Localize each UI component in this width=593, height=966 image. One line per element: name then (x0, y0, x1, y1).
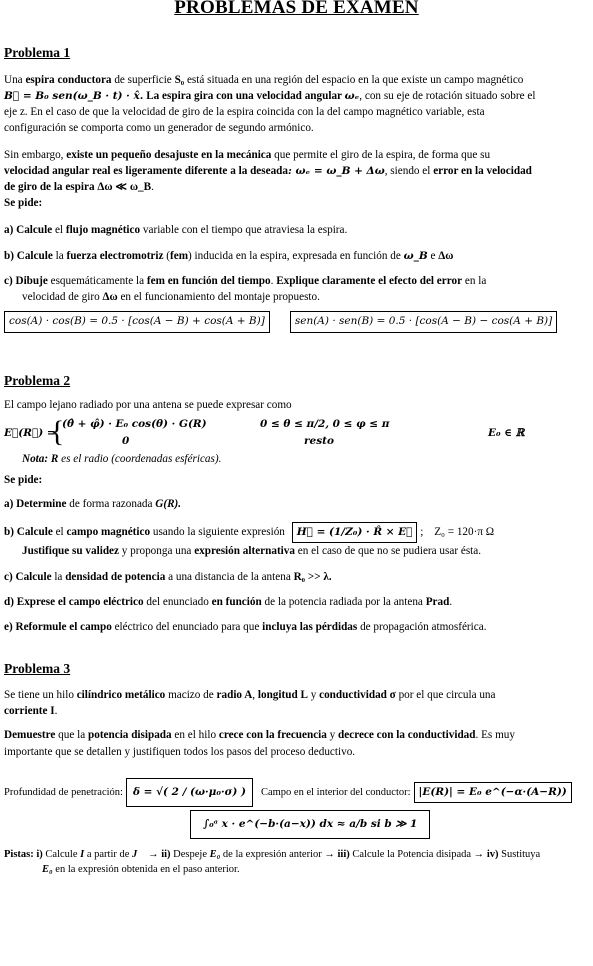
identity-sen-sen: sen(A) · sen(B) = 0.5 · [cos(A − B) − cos(A + B)] (290, 311, 557, 332)
p2-question-d: d) Exprese el campo eléctrico del enunciado en función de la potencia radiada por la antena Prad. (4, 595, 453, 608)
penetration-depth-equation: δ = √( 2 / (ω·μ₀·σ) ) (126, 778, 253, 807)
case-brace: { (50, 415, 65, 449)
p2-intro: El campo lejano radiado por una antena se puede expresar como (4, 399, 292, 412)
z0-value: Z₀ = 120·π Ω (434, 526, 495, 539)
interior-field-equation: |E(R)| = E₀ e^(−α·(A−R)) (414, 782, 572, 803)
p2-question-e: e) Reformule el campo eléctrico del enunciado para que incluya las pérdidas de propagación atmosférica. (4, 621, 487, 634)
h-field-equation: H⃗ = (1/Z₀) · R̂ × E⃗ (292, 522, 418, 543)
problem-3-heading: Problema 3 (4, 661, 71, 677)
identity-cos-cos: cos(A) · cos(B) = 0.5 · [cos(A − B) + cos(A + B)] (4, 311, 270, 332)
problem-1-heading: Problema 1 (4, 45, 71, 60)
p2-se-pide: Se pide: (4, 473, 43, 486)
trig-identities (4, 311, 589, 332)
integral-approximation: ∫₀ᵃ x · e^(−b·(a−x)) dx ≈ a/b si b ≫ 1 (190, 810, 430, 839)
p3-formulas: Profundidad de penetración: δ = √( 2 / (ω·μ₀·σ) ) Campo en el interior del conductor: |E(R)| = E₀ e^(−α·(A−R)) (4, 778, 589, 807)
p1-question-b: b) Calcule la fuerza electromotriz (fem) inducida en la espira, expresada en función de ω_B e Δω (4, 249, 454, 262)
p1-intro-line-2: B⃗ = B₀ sen(ω_B · t) · x̂. La espira gira con una velocidad angular ωₑ, con su eje de rotación situado sobre el (4, 89, 536, 102)
p2-question-a: a) Determine de forma razonada G(R). (4, 497, 182, 510)
p1-question-c: c) Dibuje esquemáticamente la fem en función del tiempo. Explique claramente el efecto del error en la velocidad de giro Δω en el funcionamiento del montaje propuesto. (4, 274, 487, 304)
p1-se-pide: Se pide: (4, 197, 43, 210)
p3-pistas: Pistas: i) Calcule I a partir de J⃗ → ii) Despeje E₀ de la expresión anterior → iii) Calcule la Potencia disipada → iv) Sustituya E₀ en la expresión obtenida en el paso anterior. (4, 849, 541, 876)
page-title: PROBLEMAS DE EXAMEN (174, 0, 419, 18)
p2-question-c: c) Calcule la densidad de potencia a una distancia de la antena R₀ >> λ. (4, 570, 332, 583)
p1-intro-line-3: eje z. En el caso de que la velocidad de giro de la espira coincida con la del campo magnético variable, esta (4, 106, 485, 119)
p2-question-b: b) Calcule el campo magnético usando la siguiente expresión H⃗ = (1/Z₀) · R̂ × E⃗ ; Z₀ = 120·π Ω (4, 522, 589, 543)
p3-line-2: Demuestre que la potencia disipada en el hilo crece con la frecuencia y decrece con la conductividad. Es muy importante que se detallen y justifiquen todos los pasos del proceso deductivo. (4, 729, 515, 758)
p3-line-1: Se tiene un hilo cilíndrico metálico macizo de radio A, longitud L y conductividad σ por el que circula una corriente I. (4, 688, 496, 718)
p2-question-b-2: Justifique su validez y proponga una expresión alternativa en el caso de que no se pudiera usar ésta. (22, 545, 482, 558)
p1-paragraph-2: Sin embargo, existe un pequeño desajuste en la mecánica que permite el giro de la espira, de forma que su velocidad angular real es ligeramente diferente a la deseada: ωₑ = ω_B + Δω, siendo el error en la velocidad de giro de la espira Δω ≪ ω_B. (4, 148, 532, 193)
magnetic-field-equation: B⃗ = B₀ sen(ω_B · t) · x̂. (4, 89, 144, 102)
p1-intro-line-1: Una espira conductora de superficie S₀ está situada en una región del espacio en la que existe un campo magnético (4, 73, 524, 86)
p1-question-a: a) Calcule el flujo magnético variable con el tiempo que atraviesa la espira. (4, 224, 348, 237)
far-field-equation: E⃗(R⃗) = { (θ̂ + φ̂) · E₀ cos(θ) · G(R) 0 ≤ θ ≤ π/2, 0 ≤ φ ≤ π 0 resto E₀ ∈ ℝ (4, 415, 525, 449)
p2-nota: Nota: R es el radio (coordenadas esféricas). (22, 453, 222, 466)
p1-intro-line-4: configuración se comporta como un generador de segundo armónico. (4, 122, 314, 135)
problem-2-heading: Problema 2 (4, 372, 71, 388)
